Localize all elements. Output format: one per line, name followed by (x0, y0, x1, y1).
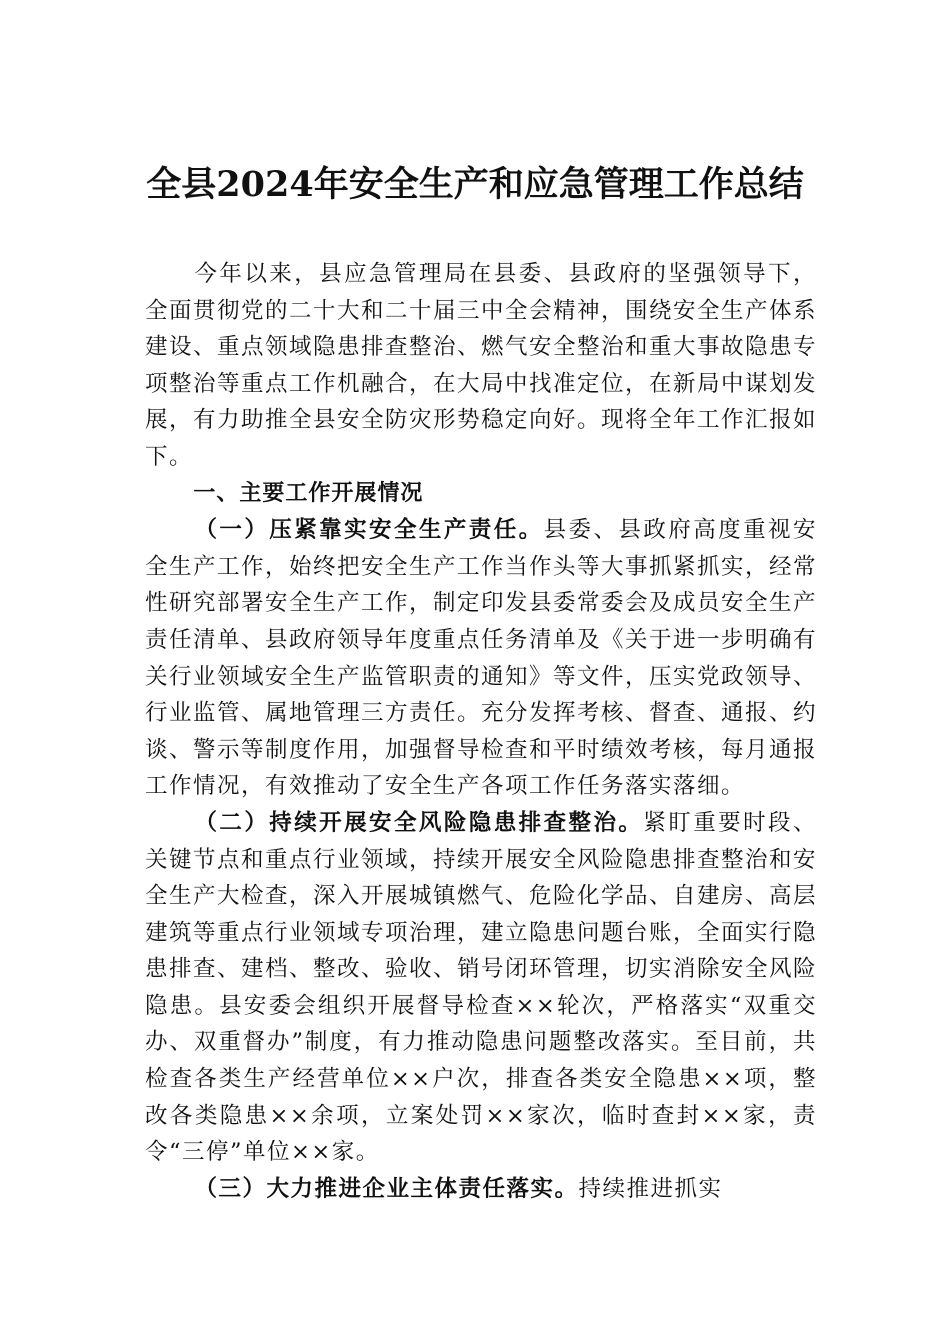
intro-paragraph: 今年以来，县应急管理局在县委、县政府的坚强领导下，全面贯彻党的二十大和二十届三中全会精神，围绕安全生产体系建设、重点领域隐患排查整治、燃气安全整治和重大事故隐患专项整治等重点工作机融合，在大局中找准定位，在新局中谋划发展，有力助推全县安全防灾形势稳定向好。现将全年工作汇报如下。 (145, 261, 818, 470)
document-body (145, 256, 817, 1207)
item-text-1: 县委、县政府高度重视安全生产工作，始终把安全生产工作当作头等大事抓紧抓实，经常性研究部署安全生产工作，制定印发县委常委会及成员安全生产责任清单、县政府领导年度重点任务清单及《关于进一步明确有关行业领域安全生产监管职责的通知》等文件，压实党政领导、行业监管、属地管理三方责任。充分发挥考核、督查、通报、约谈、警示等制度作用，加强督导检查和平时绩效考核，每月通报工作情况，有效推动了安全生产各项工作任务落实落细。 (145, 517, 818, 800)
section-heading-1: 一、主要工作开展情况 (193, 480, 424, 506)
item-heading-2: （二）持续开展安全风险隐患排查整治。 (194, 809, 644, 836)
item-text-3: 持续推进抓实 (578, 1175, 723, 1202)
item-paragraph-3 (145, 1171, 817, 1208)
item-heading-1: （一）压紧靠实安全生产责任。 (194, 517, 544, 544)
item-paragraph-1 (145, 512, 817, 805)
item-paragraph-2 (145, 805, 817, 1171)
document-title: 全县2024年安全生产和应急管理工作总结 (146, 164, 804, 205)
item-heading-3: （三）大力推进企业主体责任落实。 (194, 1175, 579, 1202)
item-text-2: 紧盯重要时段、关键节点和重点行业领域，持续开展安全风险隐患排查整治和安全生产大检查，深入开展城镇燃气、危险化学品、自建房、高层建筑等重点行业领域专项治理，建立隐患问题台账，全面实行隐患排查、建档、整改、验收、销号闭环管理，切实消除安全风险隐患。县安委会组织开展督导检查××轮次，严格落实“双重交办、双重督办”制度，有力推动隐患问题整改落实。至目前，共检查各类生产经营单位××户次，排查各类安全隐患××项，整改各类隐患××余项，立案处罚××家次，临时查封××家，责令“三停”单位××家。 (145, 809, 818, 1166)
